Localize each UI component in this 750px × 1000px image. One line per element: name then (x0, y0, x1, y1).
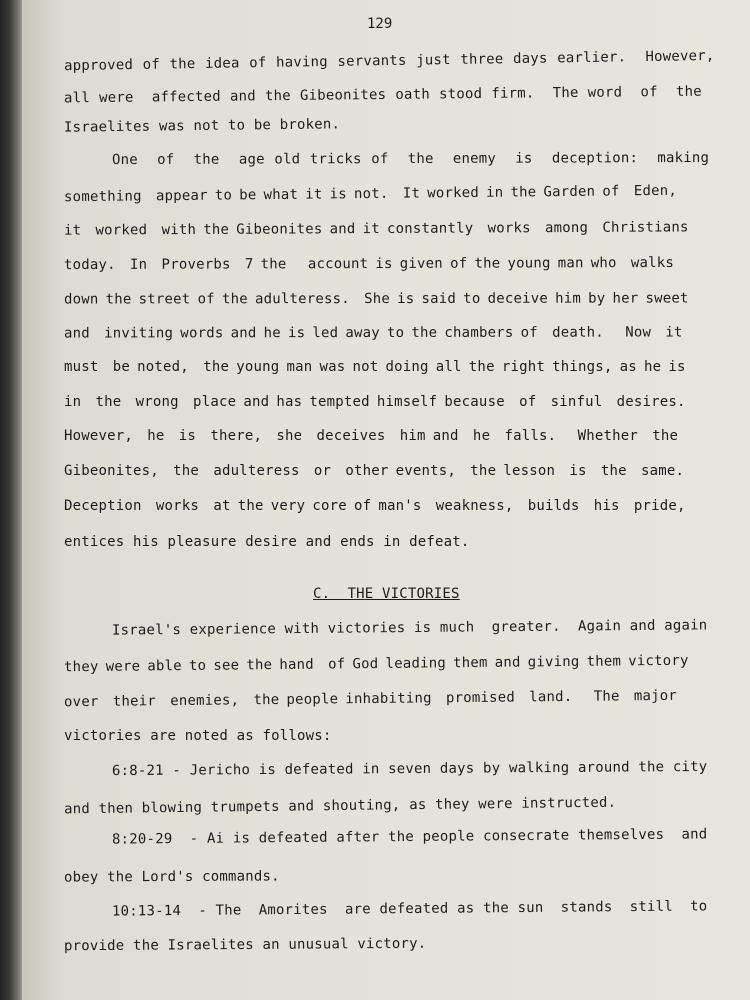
paragraph-3-line: victories are noted as follows: (64, 728, 332, 744)
paragraph-2-line: Deception works at the very core of man's weakness, builds his pride, (64, 498, 686, 514)
page-number: 129 (367, 16, 393, 32)
document-page (22, 0, 750, 1000)
paragraph-3-line: over their enemies, the people inhabiting promised land. The major (63, 687, 678, 711)
paragraph-1-line: approved of the idea of having servants just three days earlier. However, (63, 47, 715, 75)
paragraph-2-line: something appear to be what it is not. It worked in the Garden of Eden, (63, 182, 678, 206)
paragraph-1-line: Israelites was not to be broken. (63, 116, 341, 136)
victory-item-line: 10:13-14 - The Amorites are defeated as the sun stands still to (111, 898, 708, 920)
paragraph-3-line: Israel's experience with victories is much greater. Again and again (111, 617, 708, 639)
victory-item-line: and then blowing trumpets and shouting, as they were instructed. (63, 794, 617, 818)
section-heading: C. THE VICTORIES (313, 586, 460, 602)
victory-item-line: obey the Lord's commands. (63, 868, 280, 886)
paragraph-2-line: entices his pleasure desire and ends in defeat. (64, 534, 470, 550)
paragraph-2-line: it worked with the Gibeonites and it constantly works among Christians (63, 219, 689, 239)
paragraph-2-line: down the street of the adulteress. She is said to deceive him by her sweet (63, 290, 689, 308)
paragraph-2-line: today. In Proverbs 7 the account is given of the young man who walks (63, 254, 675, 274)
paragraph-2-line: in the wrong place and has tempted himself because of sinful desires. (64, 394, 686, 410)
book-binding-edge (0, 0, 24, 1000)
victory-item-line: 8:20-29 - Ai is defeated after the people consecrate themselves and (111, 826, 708, 848)
paragraph-2-line: must be noted, the young man was not doing all the right things, as he is (64, 359, 686, 375)
paragraph-3-line: they were able to see the hand of God leading them and giving them victory (63, 652, 689, 676)
paragraph-2-line: However, he is there, she deceives him and he falls. Whether the (64, 428, 679, 444)
paragraph-1-line: all were affected and the Gibeonites oath stood firm. The word of the (63, 83, 702, 107)
victory-item-line: 6:8-21 - Jericho is defeated in seven days by walking around the city (111, 758, 708, 780)
victory-item-line: provide the Israelites an unusual victory. (63, 935, 427, 955)
paragraph-2-line: One of the age old tricks of the enemy is deception: making (111, 149, 710, 169)
paragraph-2-line: Gibeonites, the adulteress or other events, the lesson is the same. (64, 463, 685, 479)
paragraph-2-line: and inviting words and he is led away to the chambers of death. Now it (63, 324, 683, 342)
